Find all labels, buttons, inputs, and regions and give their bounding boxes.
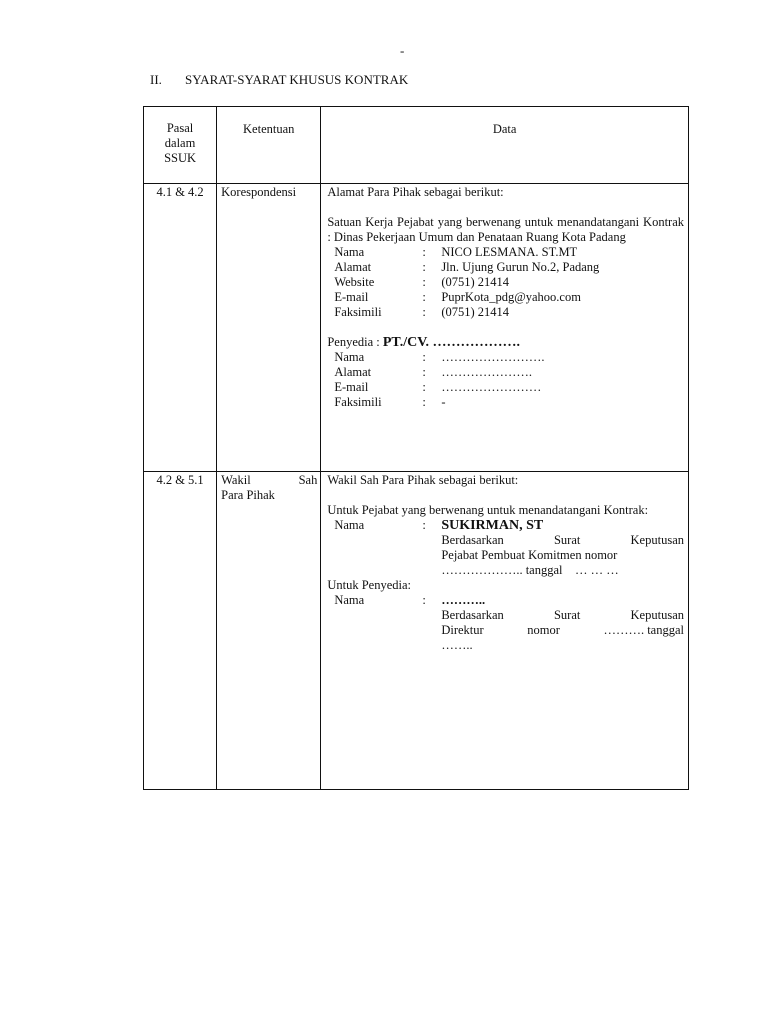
pejabat-nama-row: Nama : NICO LESMANA. ST.MT xyxy=(334,245,578,259)
pasal-cell: 4.1 & 4.2 xyxy=(144,184,217,472)
penyedia-alamat-row: Alamat : …………………. xyxy=(334,365,532,379)
header-ketentuan: Ketentuan xyxy=(217,107,321,184)
pejabat-nama-value: SUKIRMAN, ST xyxy=(441,518,544,533)
ssk-table xyxy=(143,106,689,790)
pejabat-website-row: Website : (0751) 21414 xyxy=(334,275,510,289)
data-cell xyxy=(321,472,689,790)
penyedia-intro: Untuk Penyedia: xyxy=(327,578,411,592)
table-row xyxy=(144,472,689,790)
penyedia-name: PT./CV. ………………. xyxy=(382,335,521,350)
pejabat-faksimili-row: Faksimili : (0751) 21414 xyxy=(334,305,510,319)
data-cell xyxy=(321,184,689,472)
satuan-kerja-text: Satuan Kerja Pejabat yang berwenang untuk menandatangani Kontrak : Dinas Pekerjaan Umum dan Penataan Ruang Kota Padang xyxy=(327,215,684,244)
penyedia-email-row: E-mail : …………………… xyxy=(334,380,542,394)
header-row xyxy=(144,107,689,184)
pejabat-nama-row: Nama : SUKIRMAN, ST Berdasarkan Surat Keputusan Pejabat Pembuat Komitmen nomor ……………….. tanggal … … … xyxy=(334,518,684,577)
pejabat-intro: Untuk Pejabat yang berwenang untuk menandatangani Kontrak: xyxy=(327,503,649,517)
alamat-intro: Alamat Para Pihak sebagai berikut: xyxy=(327,185,504,199)
pejabat-email-row: E-mail : PuprKota_pdg@yahoo.com xyxy=(334,290,581,304)
ketentuan-cell: Korespondensi xyxy=(217,184,321,472)
pejabat-sk-line2: Pejabat Pembuat Komitmen nomor xyxy=(441,548,618,562)
penyedia-faksimili-row: Faksimili : - xyxy=(334,395,446,409)
penyedia-sk-line1: Berdasarkan Surat Keputusan xyxy=(441,608,684,622)
pejabat-sk-line3: ……………….. tanggal … … … xyxy=(441,563,619,577)
table-row xyxy=(144,184,689,472)
header-pasal: Pasal dalam SSUK xyxy=(144,107,217,184)
pejabat-alamat-row: Alamat : Jln. Ujung Gurun No.2, Padang xyxy=(334,260,600,274)
penyedia-sk-line2: Direktur nomor ………. tanggal xyxy=(441,623,684,637)
wakil-intro: Wakil Sah Para Pihak sebagai berikut: xyxy=(327,473,519,487)
penyedia-nama-row: Nama : ……….. Berdasarkan Surat Keputusan Direktur nomor ………. tanggal …….. xyxy=(334,593,684,652)
section-title: SYARAT-SYARAT KHUSUS KONTRAK xyxy=(185,72,409,87)
section-number: II. xyxy=(150,72,162,87)
header-data: Data xyxy=(321,107,689,184)
penyedia-heading: Penyedia : PT./CV. ………………. xyxy=(327,335,521,350)
ketentuan-cell: Wakil Sah Para Pihak xyxy=(217,472,321,790)
pejabat-sk-line1: Berdasarkan Surat Keputusan xyxy=(441,533,684,547)
pasal-cell: 4.2 & 5.1 xyxy=(144,472,217,790)
section-heading xyxy=(150,72,408,87)
page-marker: - xyxy=(400,43,405,58)
penyedia-nama-row: Nama : ……………………. xyxy=(334,350,545,364)
penyedia-nama-value: ……….. xyxy=(441,593,486,607)
penyedia-sk-line3: …….. xyxy=(441,638,473,652)
